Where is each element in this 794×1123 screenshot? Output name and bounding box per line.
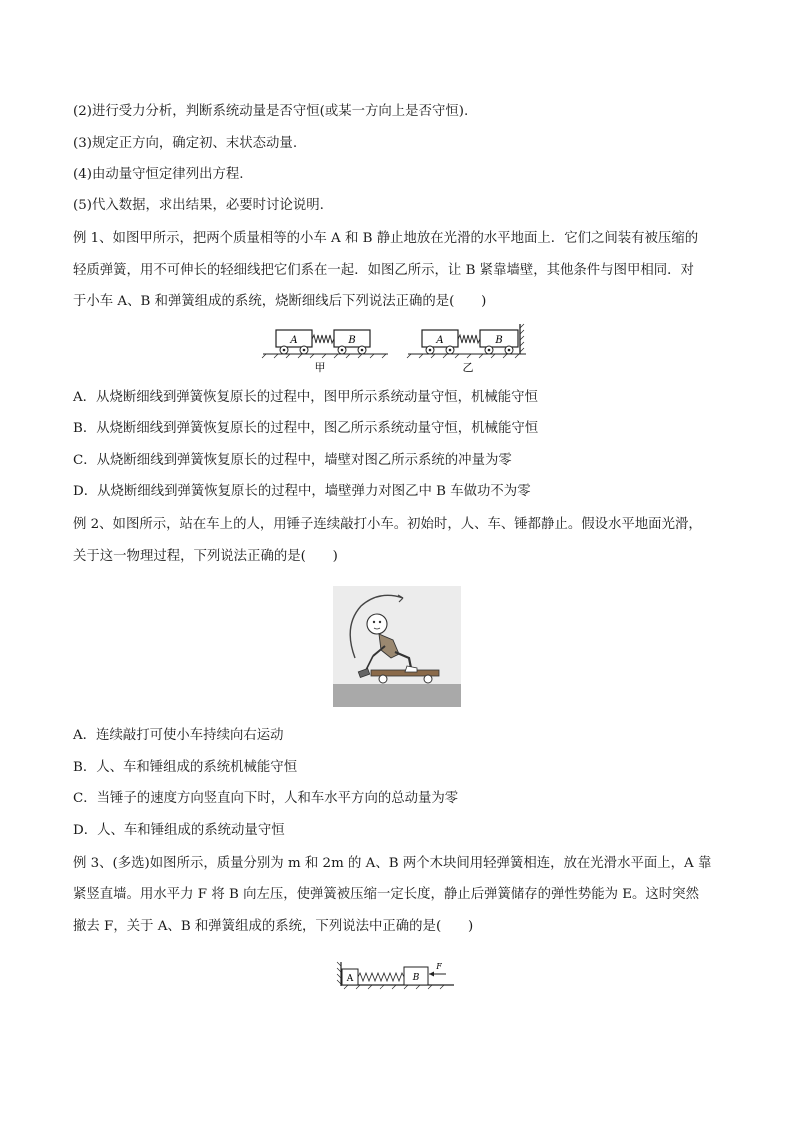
spring-jia [312,335,334,343]
caption-jia: 甲 [314,361,326,374]
step-2: (2)进行受力分析，判断系统动量是否守恒(或某一方向上是否守恒). [73,104,469,119]
spring-yi [458,335,480,343]
block-a-label: A [346,974,354,984]
example3-line-3: 撤去 F，关于 A、B 和弹簧组成的系统，下列说法中正确的是( ) [73,919,474,934]
example2-illustration [333,586,461,707]
block-b-label: B [412,973,420,983]
cart-b-label-yi: B [495,335,503,346]
spring-3 [358,973,404,981]
example1-line-3: 于小车 A、B 和弹簧组成的系统，烧断细线后下列说法正确的是( ) [73,294,487,309]
force-label: F [436,962,442,971]
example1-option-c: C．从烧断细线到弹簧恢复原长的过程中，墙壁对图乙所示系统的冲量为零 [73,453,512,468]
step-4: (4)由动量守恒定律列出方程. [73,167,244,182]
example1-option-d: D．从烧断细线到弹簧恢复原长的过程中，墙壁弹力对图乙中 B 车做功不为零 [73,484,531,499]
example3-line-1: 例 3、(多选)如图所示，质量分别为 m 和 2m 的 A、B 两个木块间用轻弹簧相连，放在光滑水平面上，A 靠 [73,856,712,871]
example1-option-b: B．从烧断细线到弹簧恢复原长的过程中，图乙所示系统动量守恒，机械能守恒 [73,421,539,436]
example3-line-2: 紧竖直墙。用水平力 F 将 B 向左压，使弹簧被压缩一定长度，静止后弹簧储存的弹性势能为 E。这时突然 [73,887,699,902]
step-5: (5)代入数据，求出结果，必要时讨论说明. [73,198,324,213]
example2-line-2: 关于这一物理过程，下列说法正确的是( ) [73,549,338,564]
example2-option-c: C．当锤子的速度方向竖直向下时，人和车水平方向的总动量为零 [73,791,459,806]
example2-option-b: B．人、车和锤组成的系统机械能守恒 [73,760,298,775]
example1-line-2: 轻质弹簧，用不可伸长的轻细线把它们系在一起．如图乙所示，让 B 紧靠墙壁，其他条件与图甲相同．对 [73,263,694,278]
example2-option-d: D．人、车和锤组成的系统动量守恒 [73,823,285,838]
cart-a-label-jia: A [290,335,298,346]
ground [333,684,461,707]
step-3: (3)规定正方向，确定初、末状态动量. [73,136,298,151]
example1-line-1: 例 1、如图甲所示，把两个质量相等的小车 A 和 B 静止地放在光滑的水平地面上．它们之间装有被压缩的 [73,231,699,246]
example3-figure [336,958,458,990]
example2-line-1: 例 2、如图所示，站在车上的人，用锤子连续敲打小车。初始时，人、车、锤都静止。假设水平地面光滑， [73,517,702,532]
example1-figure [258,322,533,376]
cart-a-label-yi: A [436,335,444,346]
caption-yi: 乙 [462,361,474,374]
example1-option-a: A．从烧断细线到弹簧恢复原长的过程中，图甲所示系统动量守恒，机械能守恒 [73,390,538,405]
cart-b-label-jia: B [348,335,356,346]
example2-option-a: A．连续敲打可使小车持续向右运动 [73,728,284,743]
